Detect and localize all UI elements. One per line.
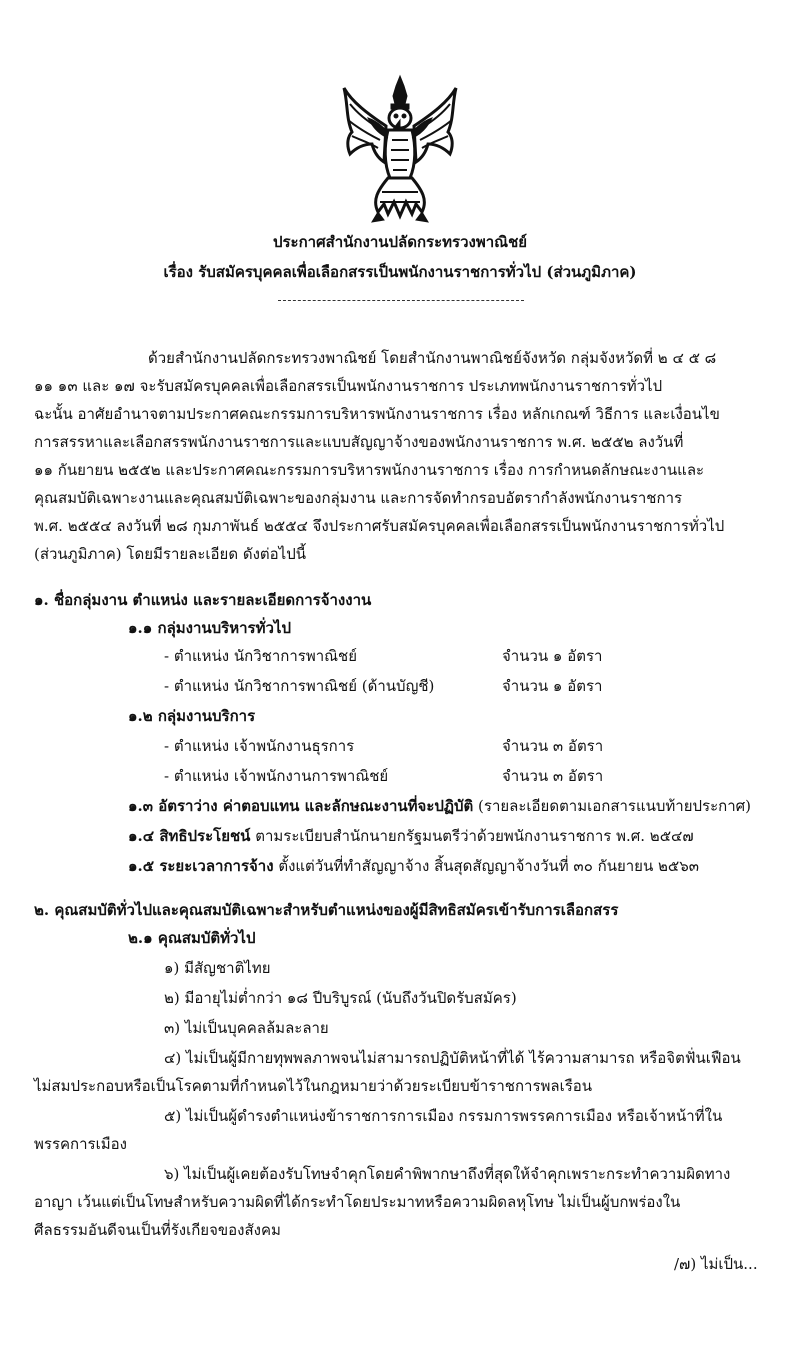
position-quantity: จำนวน ๑ อัตรา xyxy=(502,677,603,695)
intro-line-5: ๑๑ กันยายน ๒๕๕๒ และประกาศคณะกรรมการบริหารพนักงานราชการ เรื่อง การกำหนดลักษณะงานและ xyxy=(34,461,705,479)
position-label: - ตำแหน่ง เจ้าพนักงานการพาณิชย์ xyxy=(164,767,389,785)
item-1-3-text: (รายละเอียดตามเอกสารแนบท้ายประกาศ) xyxy=(478,797,752,815)
general-qualifications-heading: ๒.๑ คุณสมบัติทั่วไป xyxy=(128,929,256,947)
qualification-2: ๒) มีอายุไม่ต่ำกว่า ๑๘ ปีบริบูรณ์ (นับถึงวันปิดรับสมัคร) xyxy=(164,989,517,1007)
garuda-emblem-icon xyxy=(338,74,462,224)
item-1-3 xyxy=(128,796,751,816)
page-continuation: /๗) ไม่เป็น... xyxy=(674,1255,758,1273)
qualification-6-line-1: ๖) ไม่เป็นผู้เคยต้องรับโทษจำคุกโดยคำพิพากษาถึงที่สุดให้จำคุกเพราะกระทำความผิดทาง xyxy=(164,1165,731,1183)
intro-line-3: ฉะนั้น อาศัยอำนาจตามประกาศคณะกรรมการบริหารพนักงานราชการ เรื่อง หลักเกณฑ์ วิธีการ และเงื่อนไข xyxy=(34,405,720,423)
title-separator xyxy=(278,300,524,301)
item-1-5 xyxy=(128,856,699,876)
intro-line-6: คุณสมบัติเฉพาะงานและคุณสมบัติเฉพาะของกลุ่มงาน และการจัดทำกรอบอัตรากำลังพนักงานราชการ xyxy=(34,489,683,507)
intro-line-8: (ส่วนภูมิภาค) โดยมีรายละเอียด ดังต่อไปนี้ xyxy=(34,545,306,563)
qualification-5-line-1: ๕) ไม่เป็นผู้ดำรงตำแหน่งข้าราชการการเมือง กรรมการพรรคการเมือง หรือเจ้าหน้าที่ใน xyxy=(164,1107,723,1125)
document-subject: เรื่อง รับสมัครบุคคลเพื่อเลือกสรรเป็นพนักงานราชการทั่วไป (ส่วนภูมิภาค) xyxy=(163,263,637,281)
position-label: - ตำแหน่ง นักวิชาการพาณิชย์ xyxy=(164,647,358,665)
section-1-heading: ๑. ชื่อกลุ่มงาน ตำแหน่ง และรายละเอียดการจ้างงาน xyxy=(34,591,372,609)
group-1-heading: ๑.๑ กลุ่มงานบริหารทั่วไป xyxy=(128,619,291,637)
item-1-4 xyxy=(128,826,694,846)
item-1-3-heading: ๑.๓ อัตราว่าง ค่าตอบแทน และลักษณะงานที่จะปฏิบัติ xyxy=(128,797,474,815)
qualification-5-line-2: พรรคการเมือง xyxy=(34,1135,127,1153)
qualification-3: ๓) ไม่เป็นบุคคลล้มละลาย xyxy=(164,1019,329,1037)
qualification-6-line-3: ศีลธรรมอันดีจนเป็นที่รังเกียจของสังคม xyxy=(34,1221,281,1239)
qualification-4-line-2: ไม่สมประกอบหรือเป็นโรคตามที่กำหนดไว้ในกฎหมายว่าด้วยระเบียบข้าราชการพลเรือน xyxy=(34,1077,593,1095)
item-1-4-heading: ๑.๔ สิทธิประโยชน์ xyxy=(128,827,251,845)
position-quantity: จำนวน ๓ อัตรา xyxy=(502,737,604,755)
intro-line-1: ด้วยสำนักงานปลัดกระทรวงพาณิชย์ โดยสำนักงานพาณิชย์จังหวัด กลุ่มจังหวัดที่ ๒ ๔ ๕ ๘ xyxy=(148,349,717,367)
group-2-heading: ๑.๒ กลุ่มงานบริการ xyxy=(128,707,256,725)
position-quantity: จำนวน ๑ อัตรา xyxy=(502,647,603,665)
intro-line-2: ๑๑ ๑๓ และ ๑๗ จะรับสมัครบุคคลเพื่อเลือกสรรเป็นพนักงานราชการ ประเภทพนักงานราชการทั่วไป xyxy=(34,377,663,395)
position-quantity: จำนวน ๓ อัตรา xyxy=(502,767,604,785)
intro-line-4: การสรรหาและเลือกสรรพนักงานราชการและแบบสัญญาจ้างของพนักงานราชการ พ.ศ. ๒๕๕๒ ลงวันที่ xyxy=(34,433,684,451)
item-1-4-text: ตามระเบียบสำนักนายกรัฐมนตรีว่าด้วยพนักงานราชการ พ.ศ. ๒๕๔๗ xyxy=(255,827,694,845)
qualification-4-line-1: ๔) ไม่เป็นผู้มีกายทุพพลภาพจนไม่สามารถปฏิบัติหน้าที่ได้ ไร้ความสามารถ หรือจิตฟั่นเฟือน xyxy=(164,1049,741,1067)
qualification-1: ๑) มีสัญชาติไทย xyxy=(164,959,271,977)
item-1-5-heading: ๑.๕ ระยะเวลาการจ้าง xyxy=(128,857,274,875)
position-label: - ตำแหน่ง นักวิชาการพาณิชย์ (ด้านบัญชี) xyxy=(164,677,435,695)
position-label: - ตำแหน่ง เจ้าพนักงานธุรการ xyxy=(164,737,355,755)
section-2-heading: ๒. คุณสมบัติทั่วไปและคุณสมบัติเฉพาะสำหรับตำแหน่งของผู้มีสิทธิสมัครเข้ารับการเลือกสรร xyxy=(34,901,619,919)
document-title: ประกาศสำนักงานปลัดกระทรวงพาณิชย์ xyxy=(272,233,528,251)
qualification-6-line-2: อาญา เว้นแต่เป็นโทษสำหรับความผิดที่ได้กระทำโดยประมาทหรือความผิดลหุโทษ ไม่เป็นผู้บกพร่องใน xyxy=(34,1193,681,1211)
item-1-5-text: ตั้งแต่วันที่ทำสัญญาจ้าง สิ้นสุดสัญญาจ้างวันที่ ๓๐ กันยายน ๒๕๖๓ xyxy=(278,857,699,875)
intro-line-7: พ.ศ. ๒๕๕๔ ลงวันที่ ๒๘ กุมภาพันธ์ ๒๕๕๔ จึงประกาศรับสมัครบุคคลเพื่อเลือกสรรเป็นพนักงานราชการทั่วไป xyxy=(34,517,725,535)
